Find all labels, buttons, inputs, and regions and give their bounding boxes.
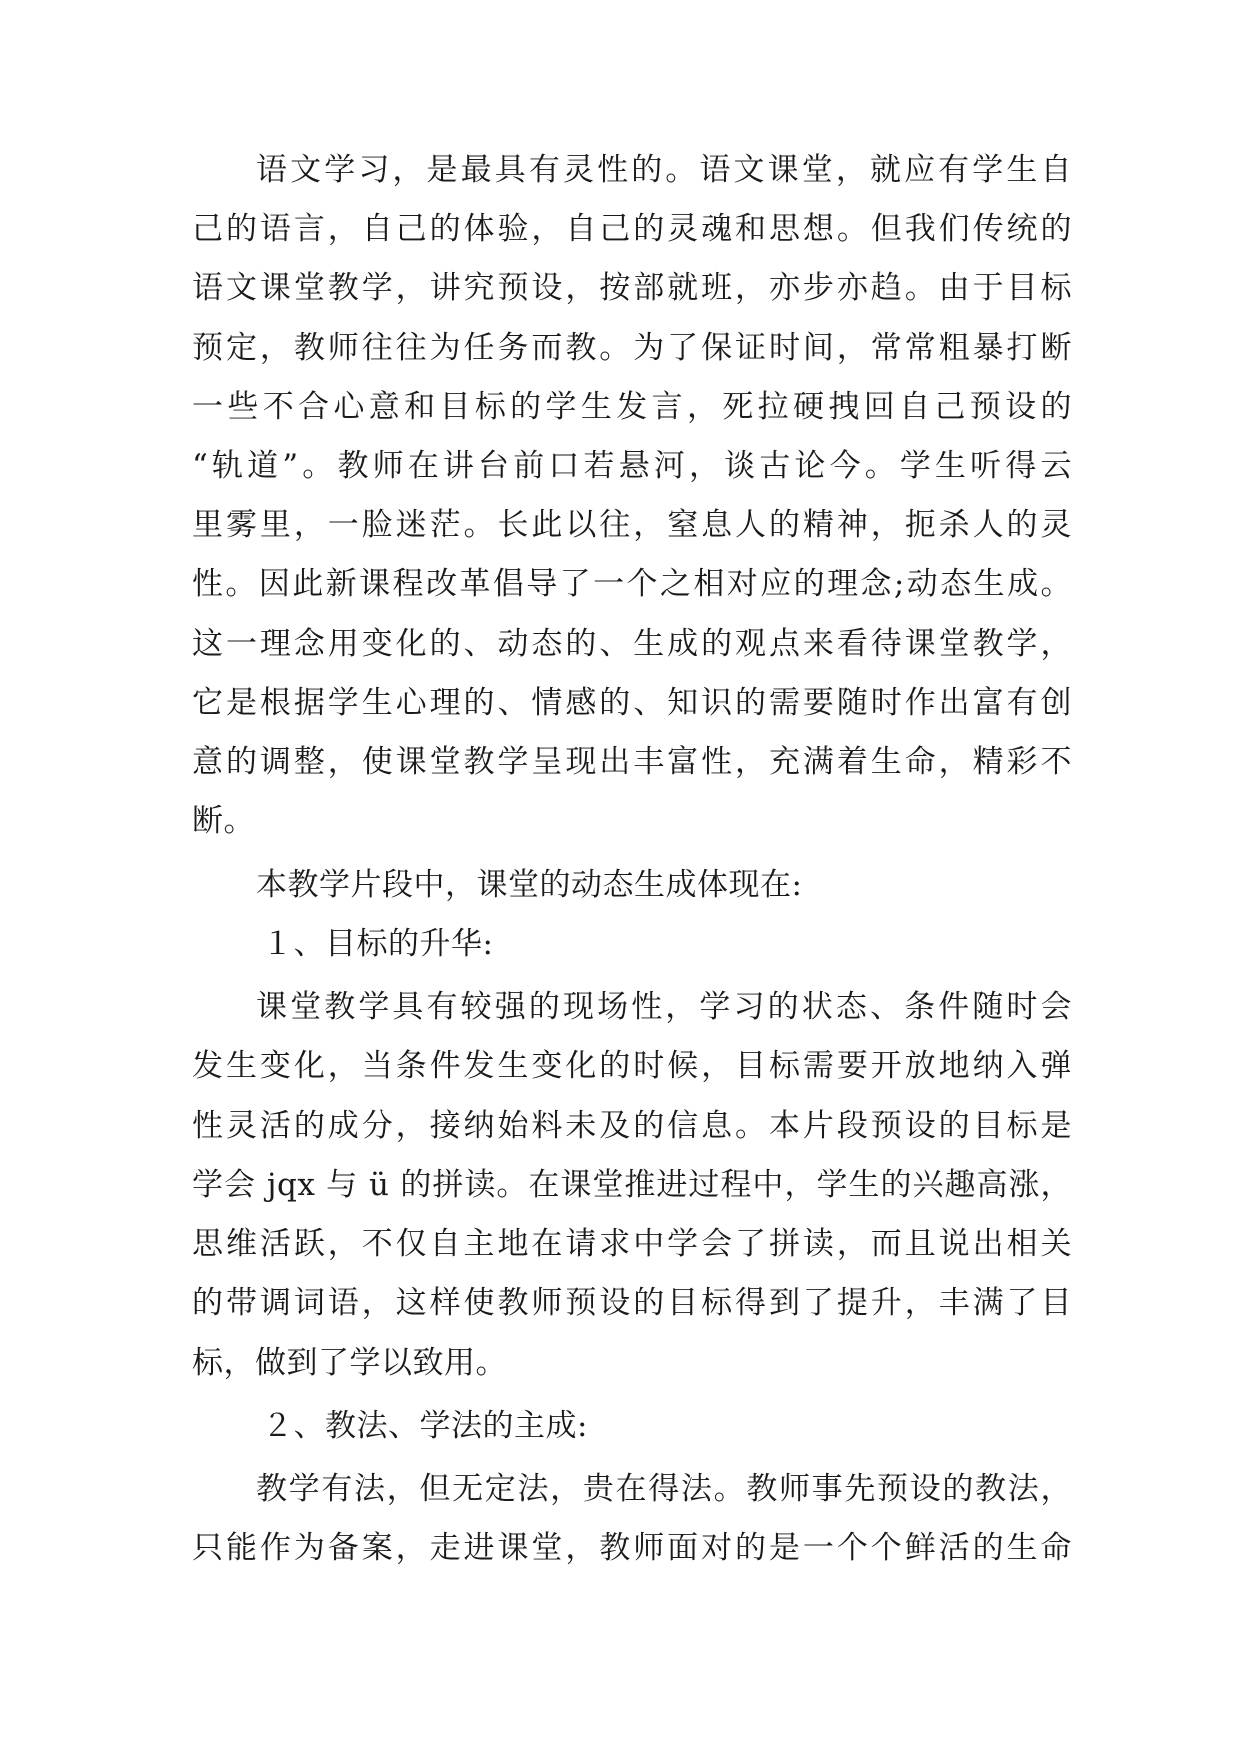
paragraph-line: 标，做到了学以致用。 <box>192 1345 507 1381</box>
paragraph-line: 教学有法，但无定法，贵在得法。教师事先预设的教法， <box>256 1471 1072 1507</box>
paragraph-line: 语文课堂教学，讲究预设，按部就班，亦步亦趋。由于目标 <box>192 270 1072 306</box>
paragraph-line: 语文学习，是最具有灵性的。语文课堂，就应有学生自 <box>256 152 1072 188</box>
paragraph-line: 的带调词语，这样使教师预设的目标得到了提升，丰满了目 <box>192 1285 1072 1321</box>
paragraph-line: 只能作为备案，走进课堂，教师面对的是一个个鲜活的生命 <box>192 1530 1072 1566</box>
paragraph-line: 发生变化，当条件发生变化的时候，目标需要开放地纳入弹 <box>192 1048 1072 1084</box>
paragraph-line: 预定，教师往往为任务而教。为了保证时间，常常粗暴打断 <box>192 330 1072 366</box>
paragraph-line: 性。因此新课程改革倡导了一个之相对应的理念;动态生成。 <box>192 566 1072 602</box>
section-heading-2: ２、教法、学法的主成: <box>262 1408 588 1444</box>
paragraph-line: 思维活跃，不仅自主地在请求中学会了拼读，而且说出相关 <box>192 1226 1072 1262</box>
paragraph-line: 一些不合心意和目标的学生发言，死拉硬拽回自己预设的 <box>192 389 1072 425</box>
paragraph-line: 里雾里，一脸迷茫。长此以往，窒息人的精神，扼杀人的灵 <box>192 507 1072 543</box>
section-heading-1: １、目标的升华: <box>262 926 494 962</box>
section-intro: 本教学片段中，课堂的动态生成体现在: <box>256 867 803 903</box>
paragraph-line: 性灵活的成分，接纳始料未及的信息。本片段预设的目标是 <box>192 1108 1072 1144</box>
paragraph-line: “轨道”。教师在讲台前口若悬河，谈古论今。学生听得云 <box>192 448 1072 484</box>
paragraph-line: 学会 jqx 与 ü 的拼读。在课堂推进过程中，学生的兴趣高涨， <box>192 1167 1072 1203</box>
paragraph-line: 意的调整，使课堂教学呈现出丰富性，充满着生命，精彩不 <box>192 744 1072 780</box>
paragraph-line: 断。 <box>192 803 255 839</box>
paragraph-line: 己的语言，自己的体验，自己的灵魂和思想。但我们传统的 <box>192 211 1072 247</box>
paragraph-line: 它是根据学生心理的、情感的、知识的需要随时作出富有创 <box>192 685 1072 721</box>
paragraph-line: 这一理念用变化的、动态的、生成的观点来看待课堂教学， <box>192 626 1072 662</box>
paragraph-line: 课堂教学具有较强的现场性，学习的状态、条件随时会 <box>256 989 1072 1025</box>
